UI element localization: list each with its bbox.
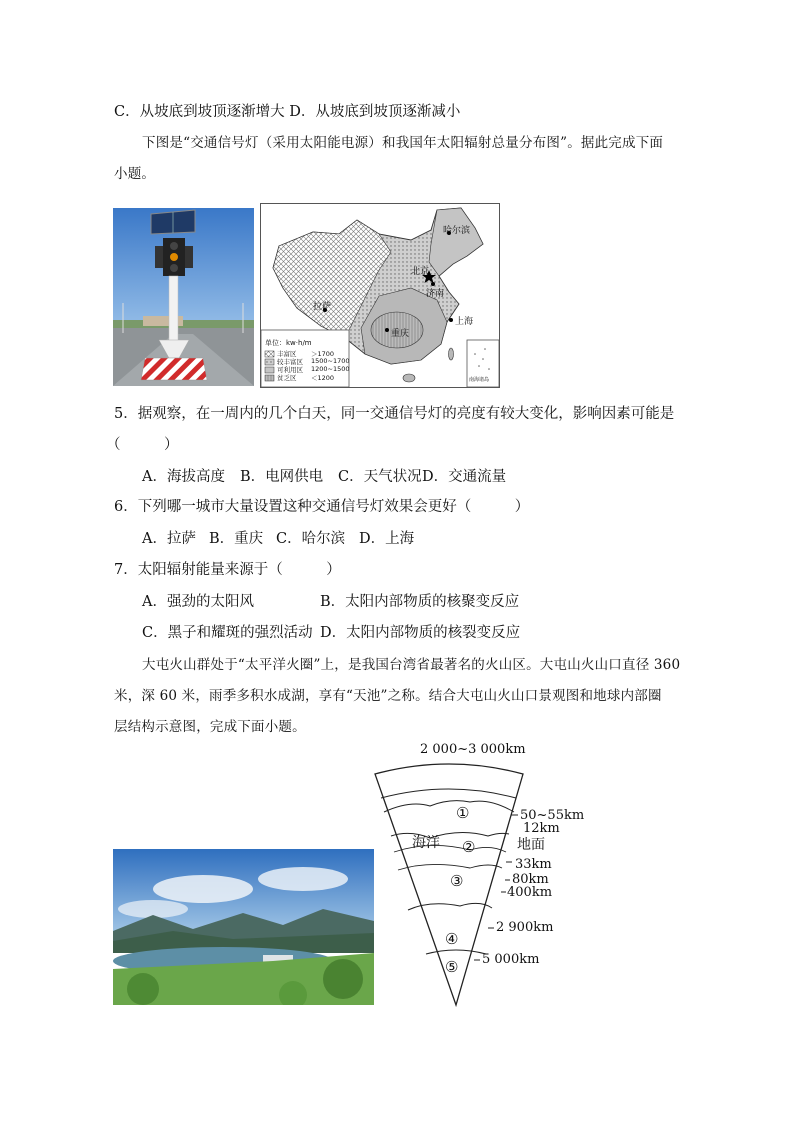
city-label-jinan: 济南 bbox=[426, 289, 445, 299]
inset-label: 南海诸岛 bbox=[469, 377, 490, 383]
volcano-lake-photo bbox=[113, 849, 374, 1005]
q7-option-b[interactable]: B．太阳内部物质的核聚变反应 bbox=[320, 594, 520, 610]
depth-label-5000km: 5 000km bbox=[482, 952, 540, 967]
q6-option-d[interactable]: D．上海 bbox=[359, 531, 415, 547]
city-label-chongqing: 重庆 bbox=[391, 329, 410, 339]
depth-label-12km: 12km bbox=[523, 821, 560, 836]
legend-name-2: 可利用区 bbox=[277, 366, 303, 374]
q7-option-d[interactable]: D．太阳内部物质的核裂变反应 bbox=[320, 625, 521, 641]
legend-unit: 单位：kw·h/m bbox=[265, 339, 312, 347]
city-label-harbin: 哈尔滨 bbox=[443, 226, 471, 236]
city-label-lhasa: 拉萨 bbox=[313, 302, 332, 312]
ocean-label: 海洋 bbox=[412, 835, 440, 851]
earth-structure-diagram bbox=[370, 740, 600, 1015]
layer-5-label: ⑤ bbox=[445, 958, 459, 976]
depth-label-2900km: 2 900km bbox=[496, 920, 554, 935]
q6-stem: 6．下列哪一城市大量设置这种交通信号灯效果会更好（ ） bbox=[114, 499, 530, 515]
q5-paren: （ ） bbox=[106, 437, 179, 453]
q6-options bbox=[142, 529, 414, 549]
intro1-line2: 小题。 bbox=[114, 166, 156, 182]
q7-options-row1 bbox=[142, 592, 519, 612]
layer-3-label: ③ bbox=[450, 872, 464, 890]
q5-option-b[interactable]: B．电网供电 bbox=[240, 469, 324, 485]
q5-option-d[interactable]: D．交通流量 bbox=[422, 469, 507, 485]
legend-range-0: ＞1700 bbox=[311, 350, 335, 358]
layer-4-label: ④ bbox=[445, 930, 459, 948]
intro1-line1: 下图是“交通信号灯（采用太阳能电源）和我国年太阳辐射总量分布图”。据此完成下面 bbox=[142, 135, 664, 151]
legend-range-1: 1500~1700 bbox=[311, 357, 350, 365]
city-label-beijing: 北京 bbox=[411, 267, 430, 277]
legend-range-3: ＜1200 bbox=[311, 374, 335, 382]
q7-option-c[interactable]: C．黑子和耀斑的强烈活动 bbox=[142, 625, 313, 641]
legend-name-3: 贫乏区 bbox=[277, 374, 297, 382]
intro2-line1: 大屯火山群处于“太平洋火圈”上，是我国台湾省最著名的火山区。大屯山火山口直径 360 bbox=[142, 657, 681, 673]
q6-option-a[interactable]: A．拉萨 bbox=[142, 531, 196, 547]
q5-option-a[interactable]: A．海拔高度 bbox=[142, 469, 225, 485]
layer-1-label: ① bbox=[456, 804, 470, 822]
depth-label-33km: 33km bbox=[515, 857, 552, 872]
depth-label-50-55km: 50~55km bbox=[520, 808, 585, 823]
traffic-light-photo bbox=[113, 208, 254, 386]
q6-option-c[interactable]: C．哈尔滨 bbox=[276, 531, 346, 547]
intro2-line2: 米，深 60 米，雨季多积水成湖，享有“天池”之称。结合大屯山火山口景观图和地球内部圈 bbox=[114, 688, 662, 704]
layer-2-label: ② bbox=[462, 838, 476, 856]
ground-label: 地面 bbox=[517, 837, 545, 853]
q6-option-b[interactable]: B．重庆 bbox=[209, 531, 264, 547]
legend-name-0: 丰富区 bbox=[277, 350, 297, 358]
legend-range-2: 1200~1500 bbox=[311, 365, 350, 373]
q5-stem: 5．据观察，在一周内的几个白天，同一交通信号灯的亮度有较大变化，影响因素可能是 bbox=[114, 406, 675, 422]
city-label-shanghai: 上海 bbox=[455, 317, 474, 327]
depth-label-400km: 400km bbox=[507, 885, 553, 900]
q4-options-line: C．从坡底到坡顶逐渐增大 D．从坡底到坡顶逐渐减小 bbox=[114, 104, 461, 120]
depth-label-80km: 80km bbox=[512, 872, 549, 887]
legend-name-1: 较丰富区 bbox=[277, 358, 303, 366]
q5-option-c[interactable]: C．天气状况 bbox=[338, 469, 422, 485]
q7-options-row2 bbox=[142, 623, 520, 643]
q5-options bbox=[142, 467, 506, 487]
q7-stem: 7．太阳辐射能量来源于（ ） bbox=[114, 562, 341, 578]
solar-radiation-map bbox=[260, 203, 500, 388]
q7-option-a[interactable]: A．强劲的太阳风 bbox=[142, 594, 254, 610]
earth-top-label: 2 000~3 000km bbox=[420, 742, 526, 757]
intro2-line3: 层结构示意图，完成下面小题。 bbox=[114, 719, 306, 735]
